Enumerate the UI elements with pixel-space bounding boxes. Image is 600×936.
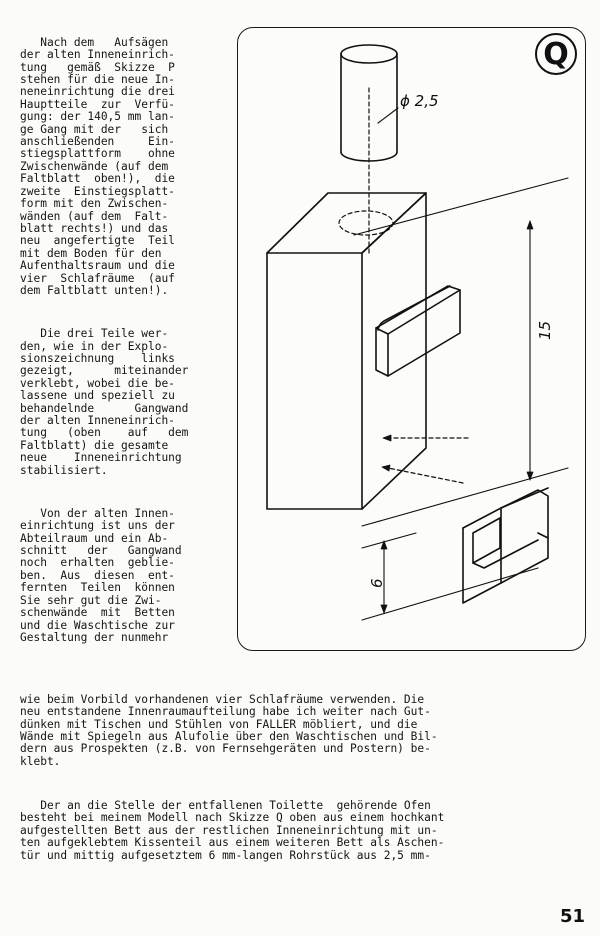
sketch-q-figure (237, 27, 586, 651)
paragraph-4: wie beim Vorbild vorhandenen vier Schlafräume verwenden. Die neu entstandene Innenraumaufteilung habe ich weiter nach Gut- dünken mit Tischen und Stühlen von FALLER möbliert, und die Wände mit Spiegeln aus Alufolie über den Waschtischen und Bil- dern aus Prospekten (z.B. von Fernsehgeräten und Postern) be- klebt. (20, 692, 438, 768)
full-width-text (20, 669, 585, 882)
left-column-text (20, 12, 232, 663)
base-dimension-label: 6 (368, 578, 386, 588)
paragraph-2: Die drei Teile wer- den, wie in der Explo- sionszeichnung links gezeigt, miteinander verklebt, wobei die be- lassene und speziell zu behandelnde Gangwand der alten Inneneinrich- tung (oben auf dem Faltblatt) die gesamte neue Inneneinrichtung stabilisiert. (20, 327, 189, 477)
height-dimension-label: 15 (536, 320, 554, 340)
paragraph-3: Von der alten Innen- einrichtung ist uns der Abteilraum und ein Ab- schnitt der Gangwand noch erhalten geblie- ben. Aus diesen ent- fernten Teilen können Sie sehr gut die Zwi- schenwände mit Betten und die Waschtische zur Gestaltung der nunmehr (20, 506, 182, 644)
page-number: 51 (560, 906, 586, 927)
diameter-label: ϕ 2,5 (400, 92, 439, 110)
sketch-q-drawing (238, 28, 587, 652)
sketch-badge: Q (535, 33, 577, 75)
paragraph-1: Nach dem Aufsägen der alten Inneneinrich- tung gemäß Skizze P stehen für die neue In- neneinrichtung die drei Hauptteile zur Verfü- gung: der 140,5 mm lan- ge Gang mit der sich anschließenden Ein- stiegsplattform ohne Zwischenwände (auf dem Faltblatt oben!), die zweite Einstiegsplatt- form mit den Zwischen- wänden (auf dem Falt- blatt rechts!) und das neu angefertigte Teil mit dem Boden für den Aufenthaltsraum und die vier Schlafräume (auf dem Faltblatt unten!). (20, 35, 175, 297)
paragraph-5: Der an die Stelle der entfallenen Toilette gehörende Ofen besteht bei meinem Modell nach Skizze Q oben aus einem hochkant aufgestellten Bett aus der restlichen Inneneinrichtung mit un- ten aufgeklebtem Kissenteil aus einem weiteren Bett als Aschen- tür und mittig aufgesetztem 6 mm-langen Rohrstück aus 2,5 mm- (20, 799, 445, 862)
